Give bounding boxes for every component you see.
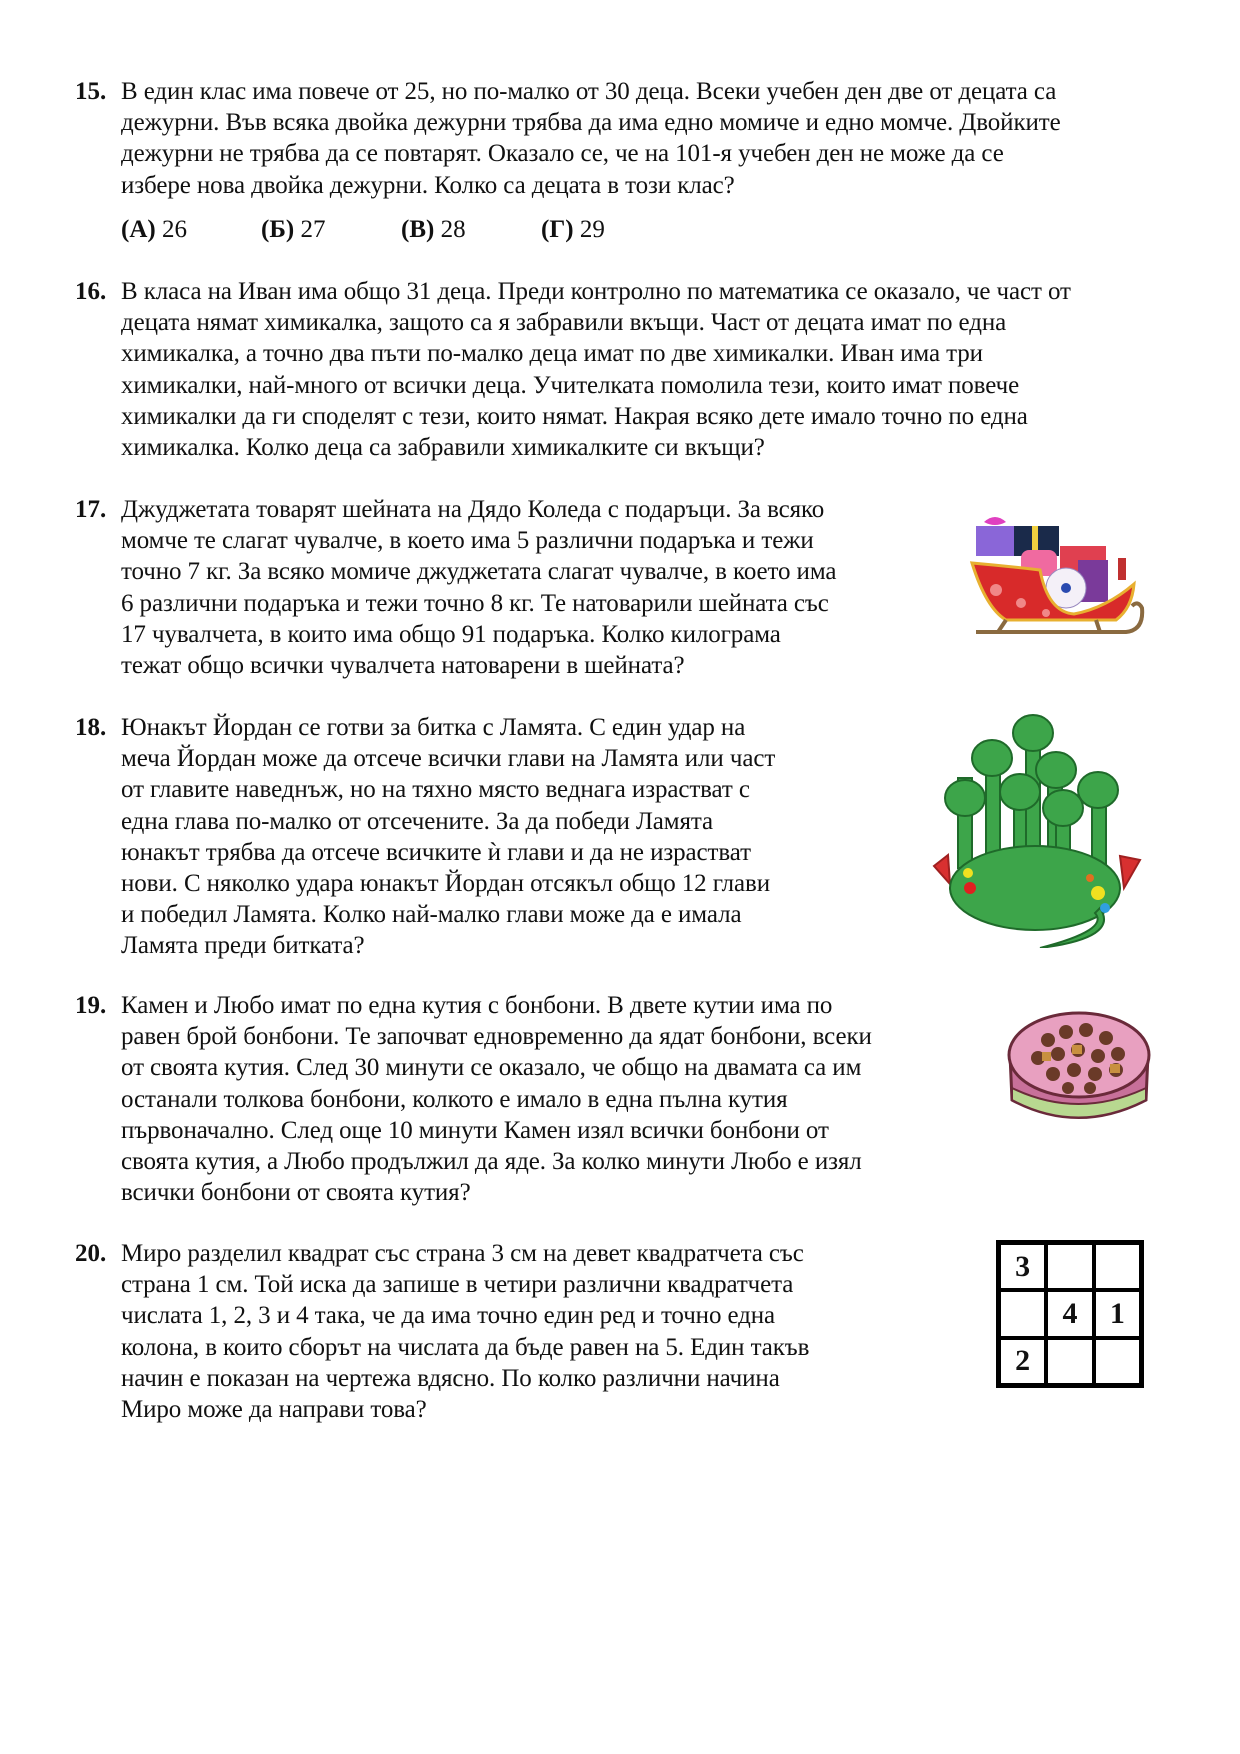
text-line: 17 чувалчета, в които има общо 91 подаръка. Колко килограма [121, 620, 781, 648]
problem-text [121, 1238, 809, 1425]
problem-text [121, 990, 872, 1208]
text-line: точно 7 кг. За всяко момиче джуджетата слагат чувалче, в което има [121, 558, 837, 586]
text-line: химикалка. Колко деца са забравили химикалките си вкъщи? [121, 434, 765, 462]
answer-d [541, 214, 681, 245]
text-line: момче те слагат чувалче, в което има 5 различни подаръка и тежи [121, 527, 814, 555]
dragon-spot [1086, 874, 1094, 882]
grid-cell [1046, 1338, 1093, 1385]
gift-bow [984, 517, 1006, 525]
problem-text [121, 276, 1071, 463]
dragon-head [972, 740, 1012, 776]
text-line: колона, в които сборът на числата да бъде равен на 5. Един такъв [121, 1333, 810, 1361]
text-line: от главите наведнъж, но на тяхно място веднага израстват с [121, 776, 750, 804]
text-line: Юнакът Йордан се готви за битка с Ламята. С един удар на [121, 714, 746, 741]
lantern [1118, 558, 1126, 580]
text-line: В един клас има повече от 25, но по-малко от 30 деца. Всеки учебен ден две от децата са [121, 78, 1057, 105]
text-line: химикалки да ги споделят с тези, които нямат. Накрая всяко дете имало точно по една [121, 402, 1028, 430]
text-line: избере нова двойка дежурни. Колко са децата в този клас? [121, 171, 735, 199]
text-line: децата нямат химикалка, защото са я забравили вкъщи. Част от децата имат по една [121, 309, 1007, 337]
text-line: своята кутия, а Любо продължил да яде. За колко минути Любо е изял [121, 1148, 862, 1176]
snowflake [1016, 598, 1026, 608]
grid-cell: 4 [1046, 1290, 1093, 1337]
text-line: химикалки, най-много от всички деца. Учителката помолила тези, които имат повече [121, 371, 1020, 399]
problem-text [121, 76, 1061, 201]
grid-cell: 1 [1094, 1290, 1141, 1337]
answer-value: 27 [294, 216, 326, 243]
text-line: Камен и Любо имат по една кутия с бонбони. В двете кутии има по [121, 992, 833, 1019]
text-line: меча Йордан може да отсече всички глави на Ламята или част [121, 745, 776, 773]
answer-value: 29 [573, 216, 605, 243]
dragon-head [1013, 715, 1053, 751]
text-line: една глава по-малко от отсечените. За да победи Ламята [121, 807, 714, 835]
gift-box [976, 526, 1014, 556]
answer-label: (А) [121, 216, 156, 243]
problem-number: 18. [75, 714, 107, 741]
text-line: първоначално. След още 10 минути Камен изял всички бонбони от [121, 1116, 829, 1144]
dragon-spot [1100, 903, 1110, 913]
text-line: нови. С няколко удара юнакът Йордан отсякъл общо 12 глави [121, 870, 770, 898]
problem-number: 15. [75, 78, 107, 105]
seven-headed-dragon-image [930, 708, 1160, 948]
text-line: дежурни. Във всяка двойка дежурни трябва да има едно момиче и едно момче. Двойките [121, 109, 1061, 137]
answer-value: 26 [155, 216, 187, 243]
number-grid-3x3 [996, 1240, 1144, 1388]
text-line: В класа на Иван има общо 31 деца. Преди контролно по математика се оказало, че част от [121, 278, 1071, 305]
text-line: 6 различни подаръка и тежи точно 8 кг. Те натоварили шейната със [121, 589, 829, 617]
dragon-spot [964, 882, 976, 894]
problem-number: 17. [75, 496, 107, 523]
answer-a [121, 214, 261, 245]
text-line: Миро разделил квадрат със страна 3 см на девет квадратчета със [121, 1240, 804, 1267]
dragon-spot [1091, 886, 1105, 900]
problem-number: 19. [75, 992, 107, 1019]
text-line: числата 1, 2, 3 и 4 така, че да има точно един ред и точно една [121, 1302, 776, 1330]
text-line: от своята кутия. След 30 минути се оказало, че общо на двамата са им [121, 1054, 862, 1082]
text-line: химикалка, а точно два пъти по-малко деца имат по две химикалки. Иван има три [121, 340, 983, 368]
grid-cell [1046, 1243, 1093, 1290]
dragon-wing [1120, 856, 1140, 888]
snowflake [990, 584, 1002, 596]
answer-label: (Б) [261, 216, 295, 243]
dragon-wing [934, 855, 950, 884]
box-of-chocolates-image [998, 1000, 1158, 1140]
snowflake [1042, 609, 1050, 617]
gift-bow [1061, 583, 1071, 593]
text-line: равен брой бонбони. Те започват едновременно да ядат бонбони, всеки [121, 1023, 872, 1051]
text-line: тежат общо всички чувалчета натоварени в шейната? [121, 652, 685, 680]
text-line: и победил Ламята. Колко най-малко глави може да е имала [121, 901, 742, 929]
text-line: юнакът трябва да отсече всичките ѝ глави и да не израстват [121, 838, 751, 866]
answer-label: (В) [401, 216, 435, 243]
text-line: Джуджетата товарят шейната на Дядо Коледа с подаръци. За всяко [121, 496, 825, 523]
answer-options [121, 214, 681, 245]
grid-cell: 3 [999, 1243, 1046, 1290]
problem-text [121, 712, 775, 962]
dragon-spot [963, 868, 973, 878]
answer-value: 28 [434, 216, 466, 243]
dragon-head [1036, 752, 1076, 788]
answer-b [261, 214, 401, 245]
text-line: всички бонбони от своята кутия? [121, 1179, 471, 1207]
answer-label: (Г) [541, 216, 574, 243]
problem-text [121, 494, 836, 681]
text-line: страна 1 см. Той иска да запише в четири различни квадратчета [121, 1271, 794, 1299]
text-line: Ламята преди битката? [121, 932, 365, 960]
text-line: Миро може да направи това? [121, 1396, 427, 1424]
text-line: останали толкова бонбони, колкото е имало в една пълна кутия [121, 1085, 788, 1113]
text-line: начин е показан на чертежа вдясно. По колко различни начина [121, 1364, 780, 1392]
problem-number: 16. [75, 278, 107, 305]
dragon-head [1000, 774, 1040, 810]
grid-cell [1094, 1338, 1141, 1385]
dragon-head [1043, 790, 1083, 826]
answer-c [401, 214, 541, 245]
grid-cell: 2 [999, 1338, 1046, 1385]
problem-number: 20. [75, 1240, 107, 1267]
sleigh-with-gifts-image [966, 508, 1156, 648]
grid-cell [999, 1290, 1046, 1337]
dragon-head [1078, 772, 1118, 808]
grid-cell [1094, 1243, 1141, 1290]
text-line: дежурни не трябва да се повтарят. Оказало се, че на 101-я учебен ден не може да се [121, 140, 1004, 168]
dragon-head [945, 780, 985, 816]
